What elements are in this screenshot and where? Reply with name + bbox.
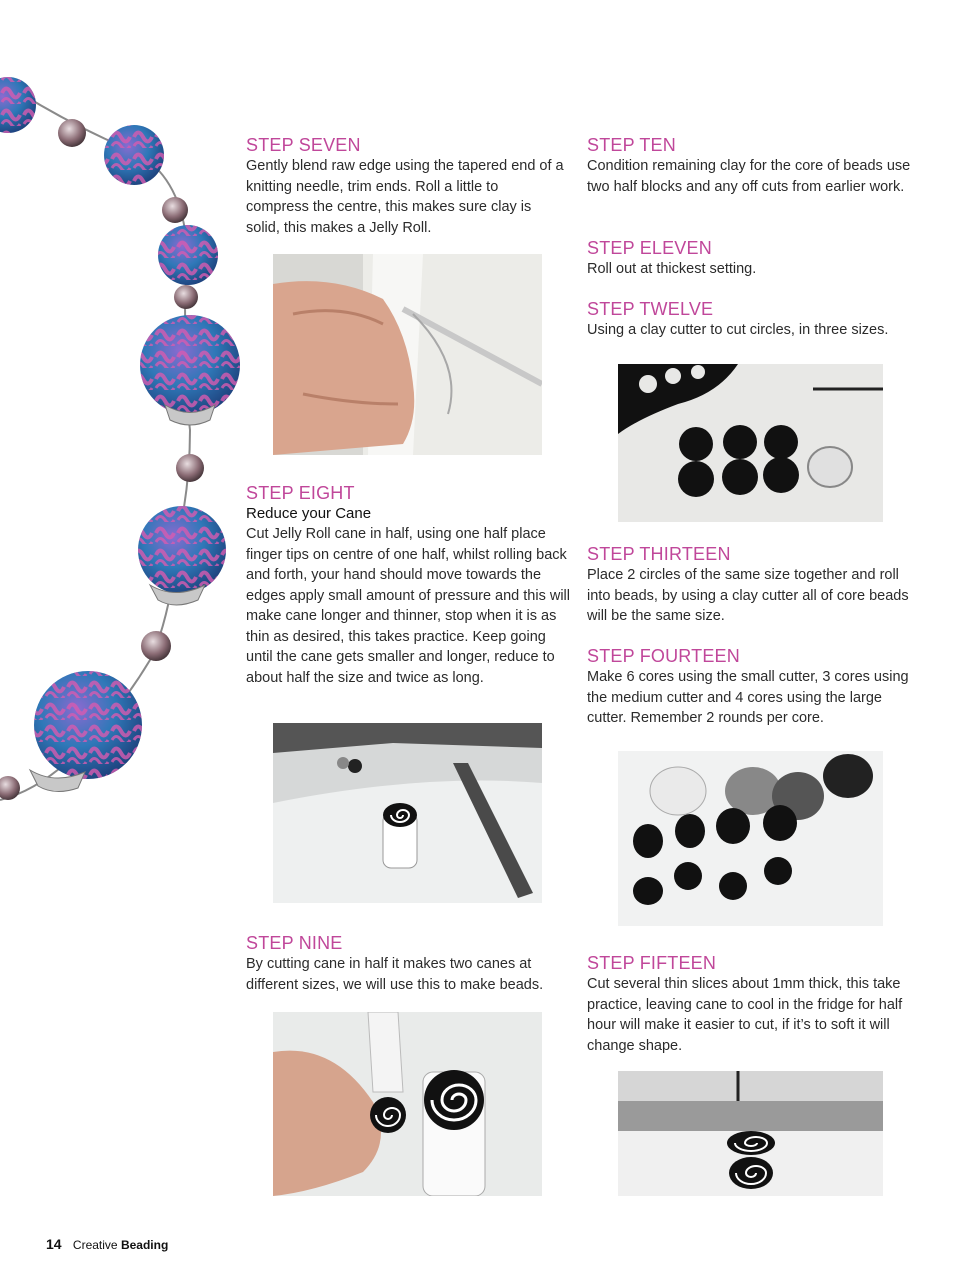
step-twelve (587, 298, 917, 341)
step-fifteen (587, 952, 917, 1056)
step-eight-title: STEP EIGHT (246, 483, 355, 503)
magazine-name-bold: Beading (120, 1238, 169, 1252)
magazine-name-plain: Creative (72, 1238, 118, 1252)
step-twelve-photo (618, 364, 883, 522)
step-thirteen-body: Place 2 circles of the same size together and roll into beads, by using a clay cutter all of core beads will be the same size. (587, 567, 909, 624)
step-thirteen (587, 543, 917, 627)
page-footer (46, 1236, 168, 1252)
step-eleven-title: STEP ELEVEN (587, 238, 712, 258)
step-nine-photo (273, 1012, 542, 1196)
step-nine-body: By cutting cane in half it makes two canes at different sizes, we will use this to make beads. (246, 956, 544, 993)
step-eight-subtitle: Reduce your Cane (246, 505, 372, 522)
step-seven-body: Gently blend raw edge using the tapered end of a knitting needle, trim ends. Roll a little to compress the centre, this makes sure clay is solid, this makes a Jelly Roll. (246, 158, 564, 236)
step-ten (587, 134, 917, 197)
step-twelve-body: Using a clay cutter to cut circles, in three sizes. (587, 322, 889, 338)
necklace-image (0, 60, 250, 840)
step-nine-title: STEP NINE (246, 933, 343, 953)
step-eight (246, 482, 570, 688)
step-eight-body: Cut Jelly Roll cane in half, using one half place finger tips on centre of one half, whilst rolling back and forth, your hand should move towards the edges apply small amount of pressure and this will make cane longer and thinner, stop when it is as thin as desired, this takes practice. Keep going until the cane gets smaller and longer, reduce to about half the size and twice as long. (246, 526, 570, 686)
step-fifteen-photo (618, 1071, 883, 1196)
step-eight-photo (273, 723, 542, 903)
step-fourteen-body: Make 6 cores using the small cutter, 3 cores using the medium cutter and 4 cores using the large cutter. Remember 2 rounds per core. (587, 669, 909, 726)
step-fifteen-body: Cut several thin slices about 1mm thick, this take practice, leaving cane to cool in the fridge for half hour will make it easier to cut, if it’s to soft it will change shape. (587, 976, 903, 1054)
step-eleven (587, 237, 917, 280)
step-ten-title: STEP TEN (587, 135, 676, 155)
step-nine (246, 932, 564, 995)
step-seven-title: STEP SEVEN (246, 135, 361, 155)
step-seven-photo (273, 254, 542, 455)
step-ten-body: Condition remaining clay for the core of beads use two half blocks and any off cuts from earlier work. (587, 158, 911, 195)
step-seven (246, 134, 564, 238)
step-fourteen (587, 645, 917, 729)
step-thirteen-title: STEP THIRTEEN (587, 544, 731, 564)
step-fifteen-title: STEP FIFTEEN (587, 953, 717, 973)
step-fourteen-photo (618, 751, 883, 926)
step-eleven-body: Roll out at thickest setting. (587, 261, 757, 277)
page-number: 14 (46, 1236, 62, 1252)
step-fourteen-title: STEP FOURTEEN (587, 646, 740, 666)
step-twelve-title: STEP TWELVE (587, 299, 714, 319)
